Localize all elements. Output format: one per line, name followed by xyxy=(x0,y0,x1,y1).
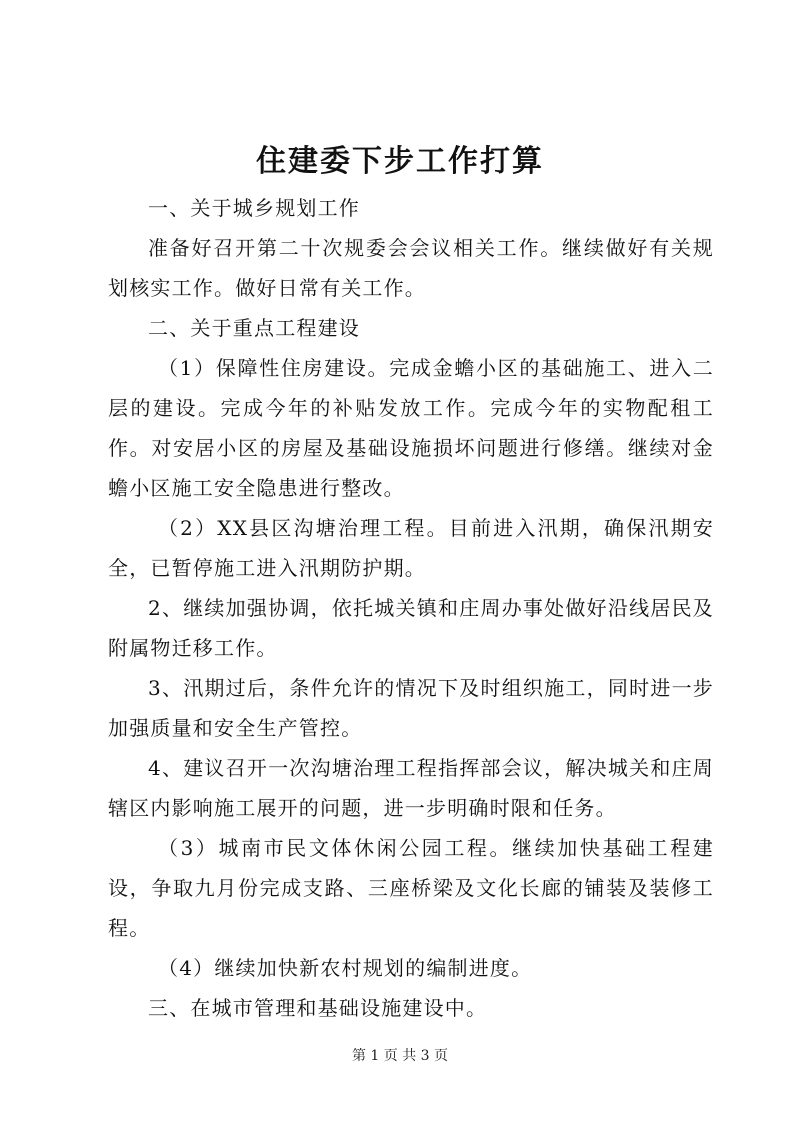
section-heading-urban-planning: 一、关于城乡规划工作 xyxy=(148,196,360,220)
page-number-footer: 第 1 页 共 3 页 xyxy=(351,1048,449,1064)
section-heading-urban-management: 三、在城市管理和基础设施建设中。 xyxy=(148,996,488,1020)
paragraph-affordable-housing: （1）保障性住房建设。完成金蟾小区的基础施工、进入二层的建设。完成今年的补贴发放工作。完成今年的实物配租工作。对安居小区的房屋及基础设施损坏问题进行修缮。继续对金蟾小区施工安全隐患进行整改。 xyxy=(108,356,714,500)
paragraph-planning-work: 准备好召开第二十次规委会会议相关工作。继续做好有关规划核实工作。做好日常有关工作。 xyxy=(108,236,714,300)
paragraph-after-flood-season: 3、汛期过后，条件允许的情况下及时组织施工，同时进一步加强质量和安全生产管控。 xyxy=(108,676,714,740)
document-title: 住建委下步工作打算 xyxy=(256,144,544,179)
section-heading-key-projects: 二、关于重点工程建设 xyxy=(148,316,360,340)
paragraph-coordination: 2、继续加强协调，依托城关镇和庄周办事处做好沿线居民及附属物迁移工作。 xyxy=(108,596,714,660)
paragraph-command-meeting: 4、建议召开一次沟塘治理工程指挥部会议，解决城关和庄周辖区内影响施工展开的问题，进一步明确时限和任务。 xyxy=(108,756,714,820)
paragraph-pond-treatment: （2）XX县区沟塘治理工程。目前进入汛期，确保汛期安全，已暂停施工进入汛期防护期。 xyxy=(108,516,714,580)
paragraph-park-project: （3）城南市民文体休闲公园工程。继续加快基础工程建设，争取九月份完成支路、三座桥梁及文化长廊的铺装及装修工程。 xyxy=(108,836,714,940)
paragraph-rural-planning: （4）继续加快新农村规划的编制进度。 xyxy=(158,956,533,980)
document-body xyxy=(108,188,714,1028)
